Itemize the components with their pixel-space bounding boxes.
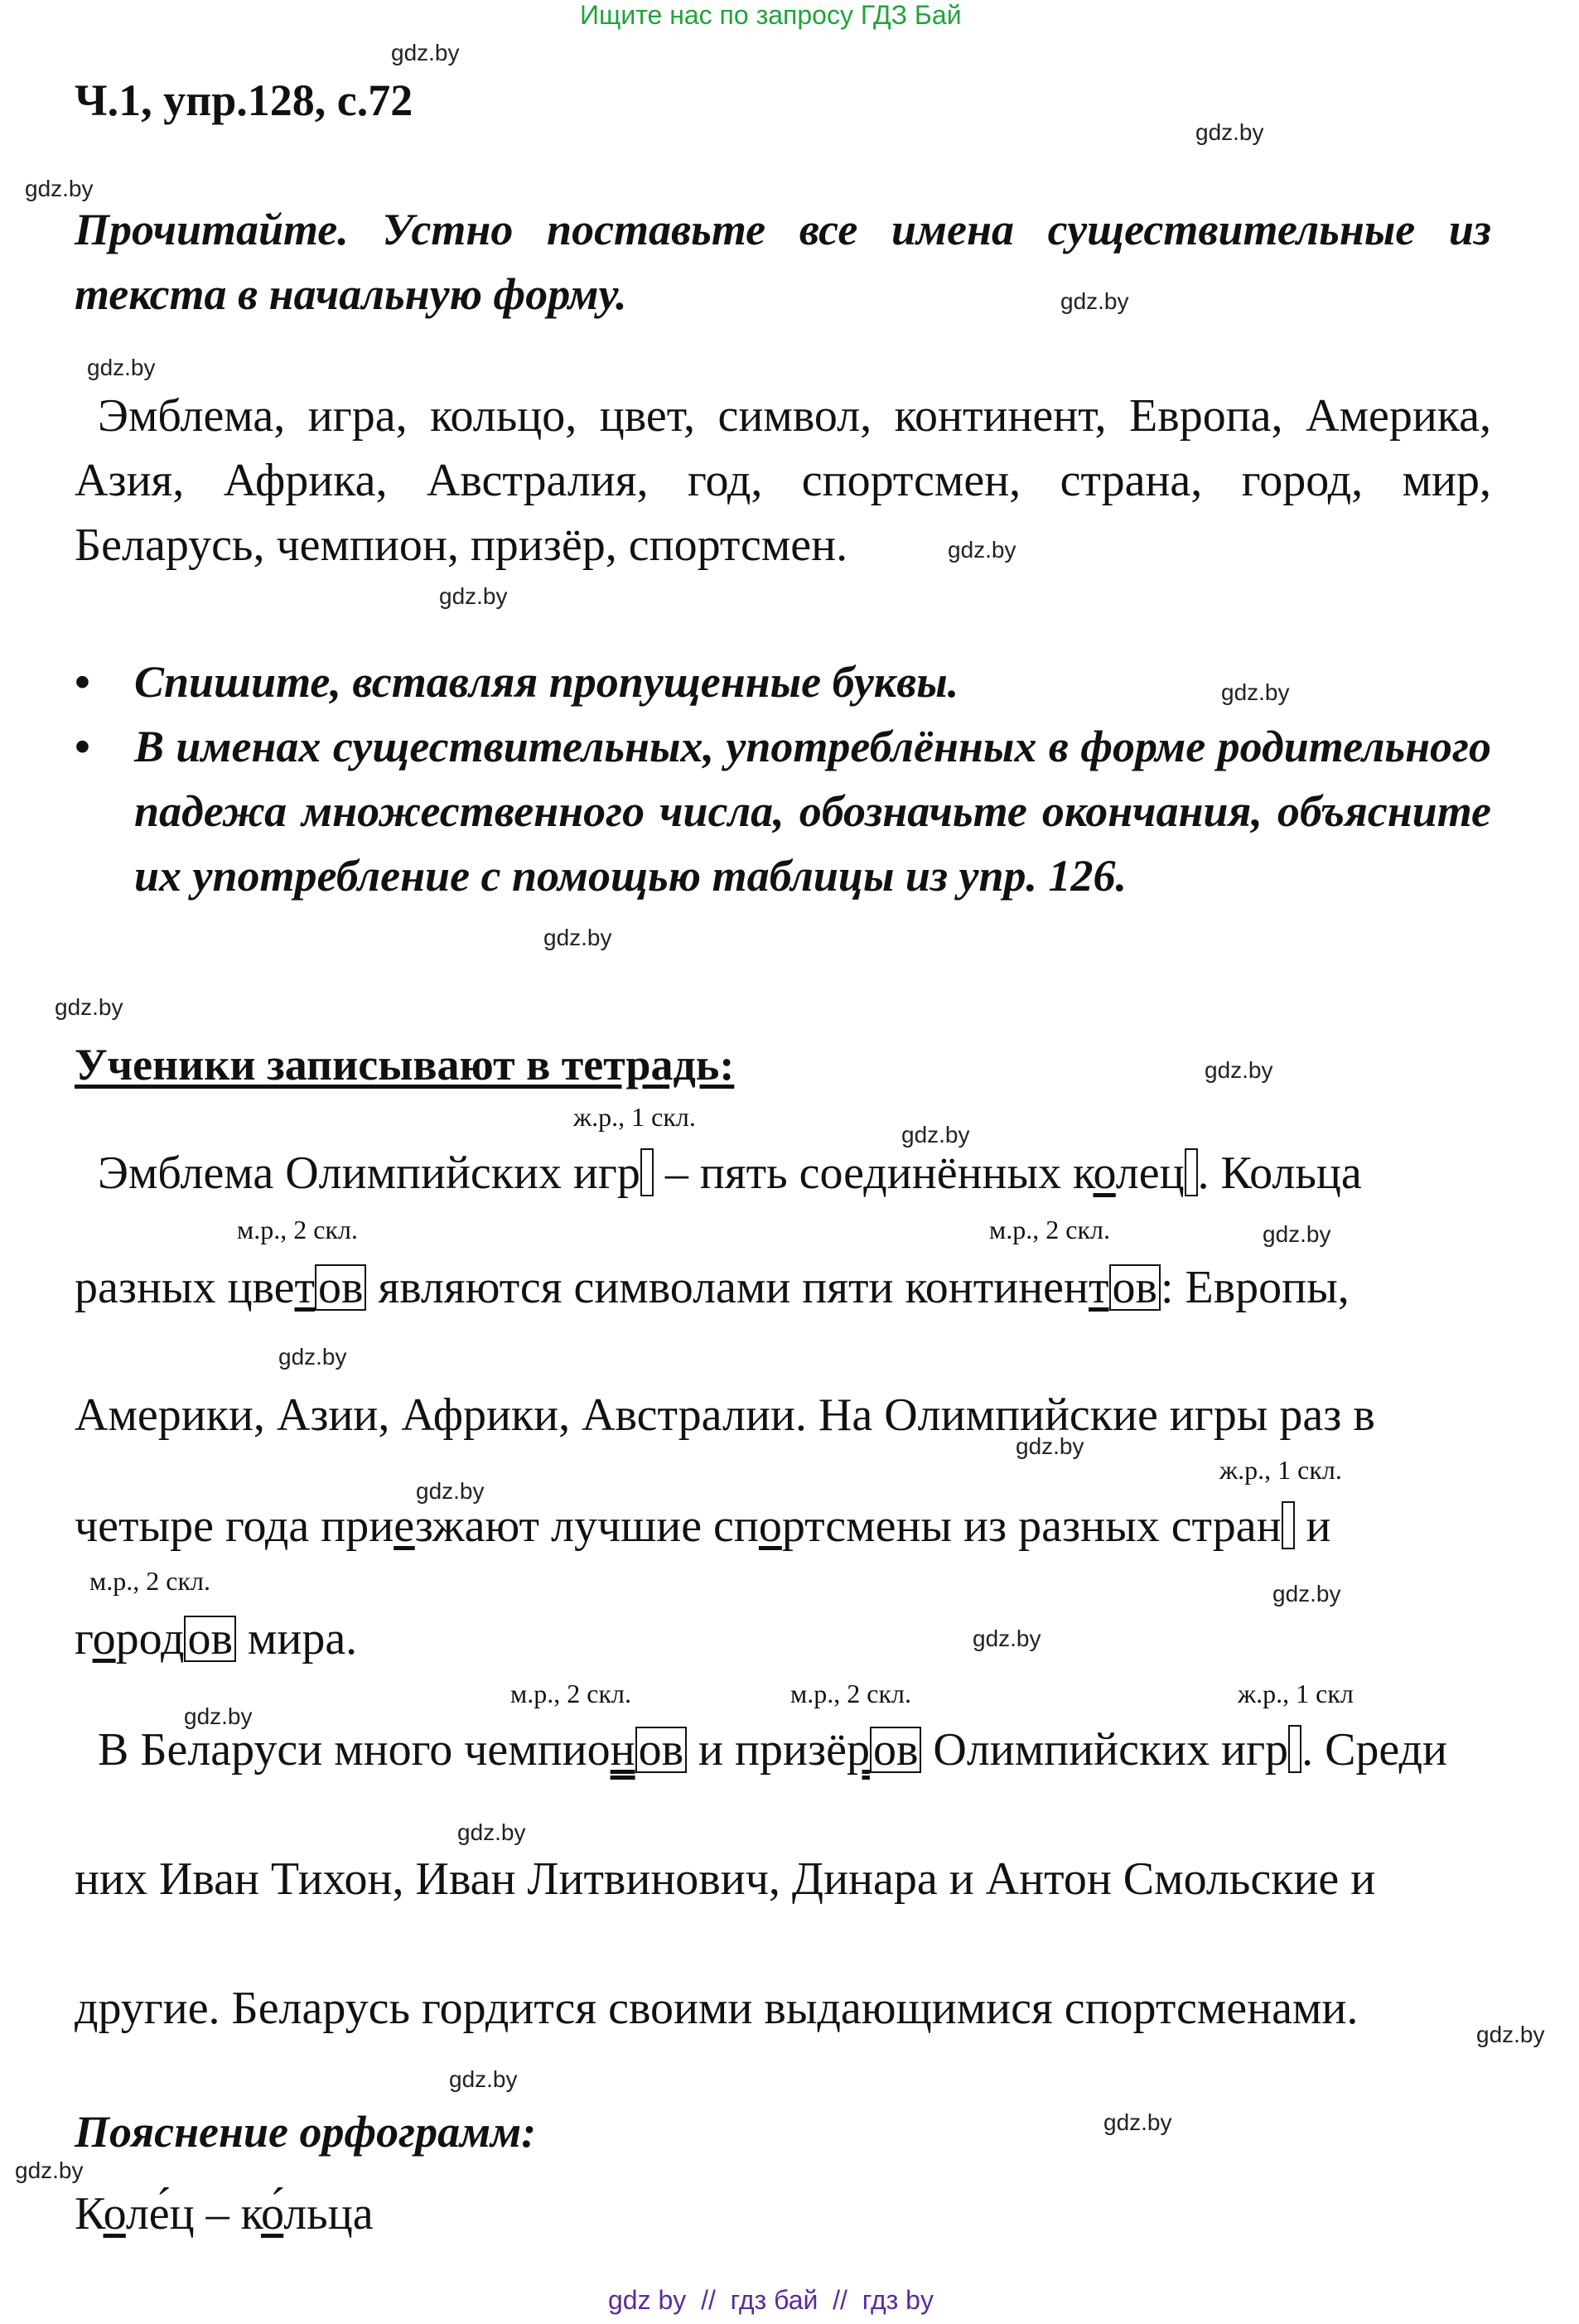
copied-text-line: В Беларуси много чемпионов и призёров Олимпийских игр . Среди	[98, 1724, 1447, 1776]
watermark: gdz.by	[901, 1122, 970, 1148]
task-bullets	[75, 650, 1491, 908]
task-bullet: • В именах существительных, употреблённых в форме родительного падежа множественного числа, обозначьте окончания, объясните их употребление с помощью таблицы из упр. 126.	[75, 714, 1491, 908]
watermark: gdz.by	[25, 176, 94, 201]
task-line: Прочитайте. Устно поставьте все имена существительные из	[75, 205, 1491, 254]
ending-box: ов	[870, 1727, 921, 1773]
watermark: gdz.by	[416, 1478, 485, 1504]
task-bullet: • Спишите, вставляя пропущенные буквы.	[75, 650, 1491, 714]
watermark: gdz.by	[439, 583, 508, 609]
ending-box	[1282, 1501, 1295, 1549]
watermark: gdz.by	[1103, 2109, 1172, 2135]
copied-text-line: них Иван Тихон, Иван Литвинович, Динара и Антон Смольские и	[75, 1853, 1376, 1905]
bullet-dot-icon: •	[75, 657, 90, 707]
exercise-title: Ч.1, упр.128, с.72	[75, 75, 413, 125]
watermark: gdz.by	[449, 2066, 518, 2092]
watermark: gdz.by	[87, 355, 156, 380]
nouns-line: Эмблема, игра, кольцо, цвет, символ, континент, Европа, Америка,	[98, 390, 1491, 442]
watermark: gdz.by	[973, 1626, 1041, 1651]
watermark: gdz.by	[457, 1819, 526, 1845]
nouns-line: Азия, Африка, Австралия, год, спортсмен, страна, город, мир,	[75, 455, 1491, 506]
ending-box	[1288, 1725, 1301, 1773]
grammar-annotation: ж.р., 1 скл.	[1219, 1455, 1342, 1485]
copied-text-line: Америки, Азии, Африки, Австралии. На Олимпийские игры раз в	[75, 1389, 1375, 1441]
watermark: gdz.by	[55, 994, 123, 1020]
watermark: gdz.by	[1476, 2022, 1545, 2047]
copied-text-line: городов мира.	[75, 1613, 358, 1664]
bullet-dot-icon: •	[75, 722, 90, 771]
ending-box	[640, 1148, 654, 1196]
watermark: gdz.by	[1263, 1221, 1331, 1247]
top-search-link[interactable]: Ищите нас по запросу ГДЗ Бай	[580, 0, 962, 30]
grammar-annotation: ж.р., 1 скл	[1238, 1679, 1354, 1708]
copied-text-line: разных цветов являются символами пяти континентов: Европы,	[75, 1262, 1350, 1313]
watermark: gdz.by	[278, 1344, 347, 1370]
watermark: gdz.by	[15, 2157, 84, 2183]
grammar-annotation: м.р., 2 скл.	[790, 1679, 911, 1708]
copied-text-line: другие. Беларусь гордится своими выдающимися спортсменами.	[75, 1983, 1359, 2034]
watermark: gdz.by	[1221, 679, 1290, 705]
ending-box: ов	[184, 1616, 235, 1662]
watermark: gdz.by	[1205, 1057, 1273, 1083]
watermark: gdz.by	[1060, 288, 1129, 314]
grammar-annotation: ж.р., 1 скл.	[573, 1102, 696, 1132]
ending-box	[1185, 1148, 1198, 1196]
grammar-annotation: м.р., 2 скл.	[989, 1215, 1110, 1244]
grammar-annotation: м.р., 2 скл.	[510, 1679, 631, 1708]
watermark: gdz.by	[391, 40, 460, 65]
ending-box: ов	[315, 1264, 366, 1311]
copied-text-line: четыре года приезжают лучшие спортсмены из разных стран и	[75, 1500, 1331, 1552]
watermark: gdz.by	[184, 1703, 253, 1729]
students-heading: Ученики записывают в тетрадь:	[75, 1040, 735, 1090]
explanation-heading: Пояснение орфограмм:	[75, 2107, 537, 2157]
watermark: gdz.by	[543, 925, 612, 950]
nouns-line: Беларусь, чемпион, призёр, спортсмен.	[75, 519, 848, 571]
copied-text-line: Эмблема Олимпийских игр – пять соединённых колец . Кольца	[98, 1148, 1362, 1199]
ending-box: ов	[635, 1727, 687, 1773]
ending-box: ов	[1109, 1264, 1161, 1311]
explanation-line: Коле́ц – ко́льца	[75, 2188, 374, 2239]
grammar-annotation: м.р., 2 скл.	[89, 1566, 210, 1596]
footer-links[interactable]: gdz by // гдз бай // гдз by	[608, 2285, 934, 2315]
watermark: gdz.by	[1016, 1433, 1084, 1459]
task-line: текста в начальную форму.	[75, 269, 627, 319]
grammar-annotation: м.р., 2 скл.	[237, 1215, 358, 1244]
watermark: gdz.by	[1195, 119, 1264, 145]
watermark: gdz.by	[948, 537, 1016, 563]
watermark: gdz.by	[1272, 1581, 1341, 1607]
